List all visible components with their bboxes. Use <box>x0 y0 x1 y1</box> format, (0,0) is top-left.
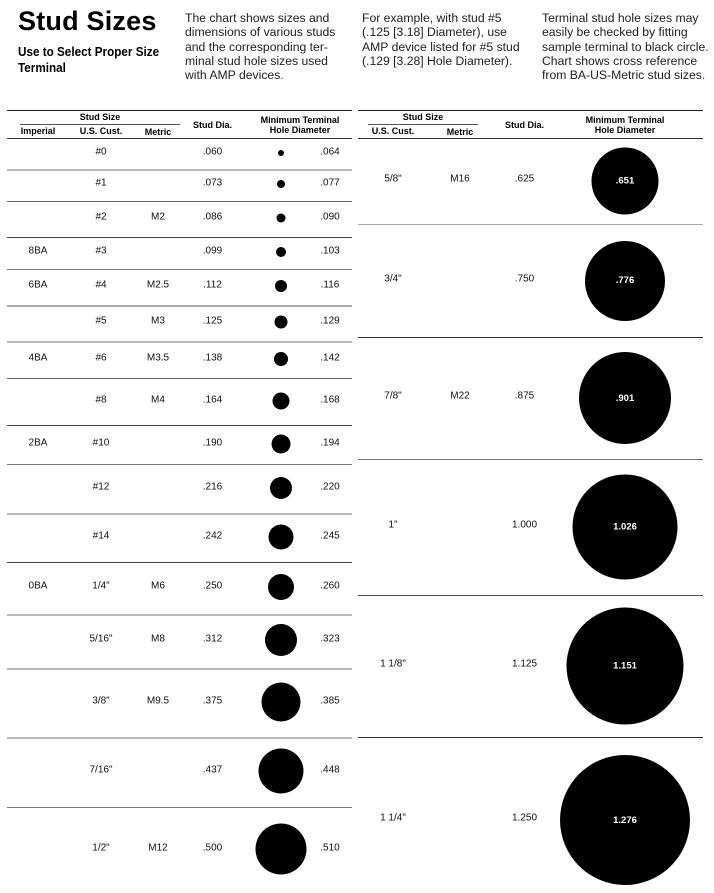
hole-dia-label: 1.276 <box>613 814 637 826</box>
right-us-cust-header: U.S. Cust. <box>371 126 415 136</box>
page-subtitle: Use to Select Proper Size Terminal <box>18 44 160 75</box>
us-cust-cell: 3/4" <box>384 273 402 284</box>
check-paragraph: Terminal stud hole sizes may easily be checked by fitting sample terminal to black circle. Chart shows cross reference from BA-US-Metric stud sizes. <box>542 11 709 83</box>
stud-dia-cell: .073 <box>202 177 223 189</box>
stud-dia-cell: .312 <box>202 633 223 645</box>
imperial-cell: 4BA <box>28 352 48 363</box>
intro-paragraph: The chart shows sizes and dimensions of various studs and the corresponding ter-minal stud hole sizes used with AMP devices. <box>185 11 336 83</box>
stud-dia-cell: .060 <box>202 146 223 157</box>
left-stud-size-group-rule <box>20 124 180 125</box>
us-cust-cell: 1/4" <box>92 580 110 592</box>
hole-dia-cell: .260 <box>320 580 340 592</box>
hole-dia-cell: .129 <box>320 315 340 327</box>
stud-dia-cell: .750 <box>514 273 535 284</box>
us-cust-cell: 7/16" <box>89 764 113 776</box>
hole-size-circle <box>275 316 288 329</box>
hole-dia-label: .901 <box>615 392 635 404</box>
hole-dia-cell: .220 <box>320 481 340 492</box>
us-cust-cell: #4 <box>95 279 107 291</box>
row-divider <box>7 269 352 270</box>
row-divider <box>7 668 352 670</box>
stud-dia-cell: .112 <box>203 279 222 291</box>
metric-cell: M12 <box>148 842 168 854</box>
hole-size-circle <box>276 247 286 257</box>
us-cust-cell: 1" <box>388 519 398 531</box>
row-divider <box>358 337 703 338</box>
hole-dia-cell: .385 <box>320 695 340 706</box>
hole-size-circle <box>277 180 285 188</box>
hole-size-circle <box>278 150 284 156</box>
hole-size-circle <box>268 574 294 600</box>
metric-cell: M2.5 <box>146 279 170 291</box>
hole-size-circle <box>273 392 290 409</box>
hole-dia-cell: .064 <box>320 146 340 157</box>
us-cust-cell: 1 1/8" <box>380 658 406 670</box>
row-divider <box>358 224 703 225</box>
stud-dia-cell: .242 <box>202 530 223 541</box>
hole-dia-label: .776 <box>615 275 635 286</box>
hole-size-circle <box>275 280 287 292</box>
hole-size-circle <box>277 214 286 223</box>
row-divider <box>7 169 352 171</box>
stud-dia-cell: .625 <box>514 173 535 185</box>
hole-dia-cell: .245 <box>320 530 340 541</box>
hole-size-circle <box>270 477 292 499</box>
hole-size-circle <box>274 352 288 366</box>
left-min-hole-header-line1: Minimum Terminal <box>260 115 340 125</box>
row-divider <box>7 341 352 343</box>
example-paragraph: For example, with stud #5 (.125 [3.18] Diameter), use AMP device listed for #5 stud (.129 [3.28] Hole Diameter). <box>362 11 520 68</box>
hole-dia-cell: .142 <box>320 352 340 363</box>
row-divider <box>358 737 703 738</box>
hole-dia-label: .651 <box>615 175 635 187</box>
row-divider <box>7 614 352 616</box>
row-divider <box>7 464 352 465</box>
row-divider <box>7 562 352 563</box>
metric-cell: M3.5 <box>146 352 170 363</box>
row-divider <box>358 595 703 596</box>
left-header-bottom-rule <box>7 138 352 139</box>
us-cust-cell: #12 <box>92 481 110 492</box>
us-cust-cell: 1/2" <box>92 842 110 854</box>
hole-size-circle <box>269 524 294 549</box>
hole-dia-cell: .194 <box>320 437 340 448</box>
metric-cell: M16 <box>450 173 470 185</box>
left-us-cust-header: U.S. Cust. <box>79 126 123 136</box>
hole-dia-cell: .510 <box>320 842 340 854</box>
right-header-top-rule <box>358 110 703 111</box>
hole-size-circle <box>573 475 678 580</box>
imperial-cell: 0BA <box>28 580 48 592</box>
stud-dia-cell: .375 <box>202 695 223 706</box>
hole-dia-cell: .090 <box>320 211 340 223</box>
hole-dia-label: 1.151 <box>613 660 637 672</box>
row-divider <box>7 807 352 808</box>
stud-dia-cell: 1.125 <box>511 658 538 670</box>
us-cust-cell: #6 <box>95 352 107 363</box>
us-cust-cell: 5/8" <box>384 173 402 185</box>
right-min-hole-header-line2: Hole Diameter <box>594 125 656 135</box>
imperial-cell: 6BA <box>28 279 48 291</box>
hole-dia-cell: .116 <box>320 279 340 291</box>
page-title: Stud Sizes <box>18 6 157 36</box>
metric-cell: M4 <box>151 394 165 405</box>
hole-dia-cell: .323 <box>320 633 340 645</box>
us-cust-cell: #2 <box>95 211 107 223</box>
stud-dia-cell: .190 <box>202 437 223 448</box>
hole-size-circle <box>567 608 684 725</box>
row-divider <box>7 201 352 202</box>
row-divider <box>7 737 352 739</box>
hole-size-circle <box>256 824 307 875</box>
hole-size-circle <box>265 624 297 656</box>
hole-size-circle <box>585 241 665 321</box>
row-divider <box>7 305 352 307</box>
left-stud-dia-header: Stud Dia. <box>192 120 232 130</box>
hole-dia-cell: .168 <box>320 394 340 405</box>
stud-dia-cell: 1.000 <box>511 519 538 531</box>
us-cust-cell: #5 <box>95 315 107 327</box>
us-cust-cell: 5/16" <box>89 633 113 645</box>
hole-dia-cell: .448 <box>320 764 340 776</box>
row-divider <box>7 425 352 426</box>
metric-cell: M2 <box>151 211 165 223</box>
hole-size-circle <box>272 434 291 453</box>
stud-dia-cell: .099 <box>202 245 223 257</box>
stud-dia-cell: .437 <box>202 764 223 776</box>
left-header-top-rule <box>7 110 352 111</box>
stud-dia-cell: 1.250 <box>511 812 538 824</box>
right-metric-header: Metric <box>446 127 474 137</box>
right-stud-size-group-rule <box>368 124 478 125</box>
stud-dia-cell: .216 <box>202 481 223 492</box>
hole-size-circle <box>579 352 671 444</box>
hole-dia-label: 1.026 <box>613 521 637 533</box>
hole-dia-cell: .077 <box>320 177 340 189</box>
stud-dia-cell: .500 <box>202 842 223 854</box>
hole-size-circle <box>259 749 304 794</box>
imperial-cell: 8BA <box>28 245 48 257</box>
right-stud-dia-header: Stud Dia. <box>504 120 544 130</box>
us-cust-cell: #10 <box>92 437 110 448</box>
hole-dia-cell: .103 <box>320 245 340 257</box>
stud-dia-cell: .086 <box>202 211 223 223</box>
right-min-hole-header-line1: Minimum Terminal <box>585 115 665 125</box>
hole-size-circle <box>560 755 690 885</box>
us-cust-cell: #14 <box>92 530 110 541</box>
row-divider <box>7 513 352 515</box>
left-imperial-header: Imperial <box>20 126 56 136</box>
left-metric-header: Metric <box>144 127 172 137</box>
hole-size-circle <box>262 682 301 721</box>
us-cust-cell: #0 <box>95 146 107 157</box>
us-cust-cell: 1 1/4" <box>380 812 406 824</box>
us-cust-cell: 3/8" <box>92 695 110 706</box>
us-cust-cell: #1 <box>95 177 107 189</box>
left-stud-size-group-header: Stud Size <box>79 112 121 122</box>
us-cust-cell: 7/8" <box>384 390 402 402</box>
metric-cell: M8 <box>151 633 165 645</box>
right-stud-size-group-header: Stud Size <box>402 112 444 122</box>
imperial-cell: 2BA <box>28 437 48 448</box>
metric-cell: M6 <box>151 580 165 592</box>
stud-dia-cell: .164 <box>202 394 223 405</box>
right-header-bottom-rule <box>358 138 703 139</box>
us-cust-cell: #8 <box>95 394 107 405</box>
row-divider <box>7 237 352 238</box>
left-min-hole-header-line2: Hole Diameter <box>269 125 331 135</box>
row-divider <box>7 378 352 379</box>
stud-dia-cell: .125 <box>202 315 223 327</box>
hole-size-circle <box>592 148 659 215</box>
metric-cell: M9.5 <box>146 695 170 706</box>
us-cust-cell: #3 <box>95 245 107 257</box>
stud-dia-cell: .875 <box>514 390 535 402</box>
metric-cell: M3 <box>151 315 165 327</box>
stud-dia-cell: .250 <box>202 580 223 592</box>
row-divider <box>358 459 703 460</box>
stud-dia-cell: .138 <box>202 352 223 363</box>
metric-cell: M22 <box>450 390 470 402</box>
